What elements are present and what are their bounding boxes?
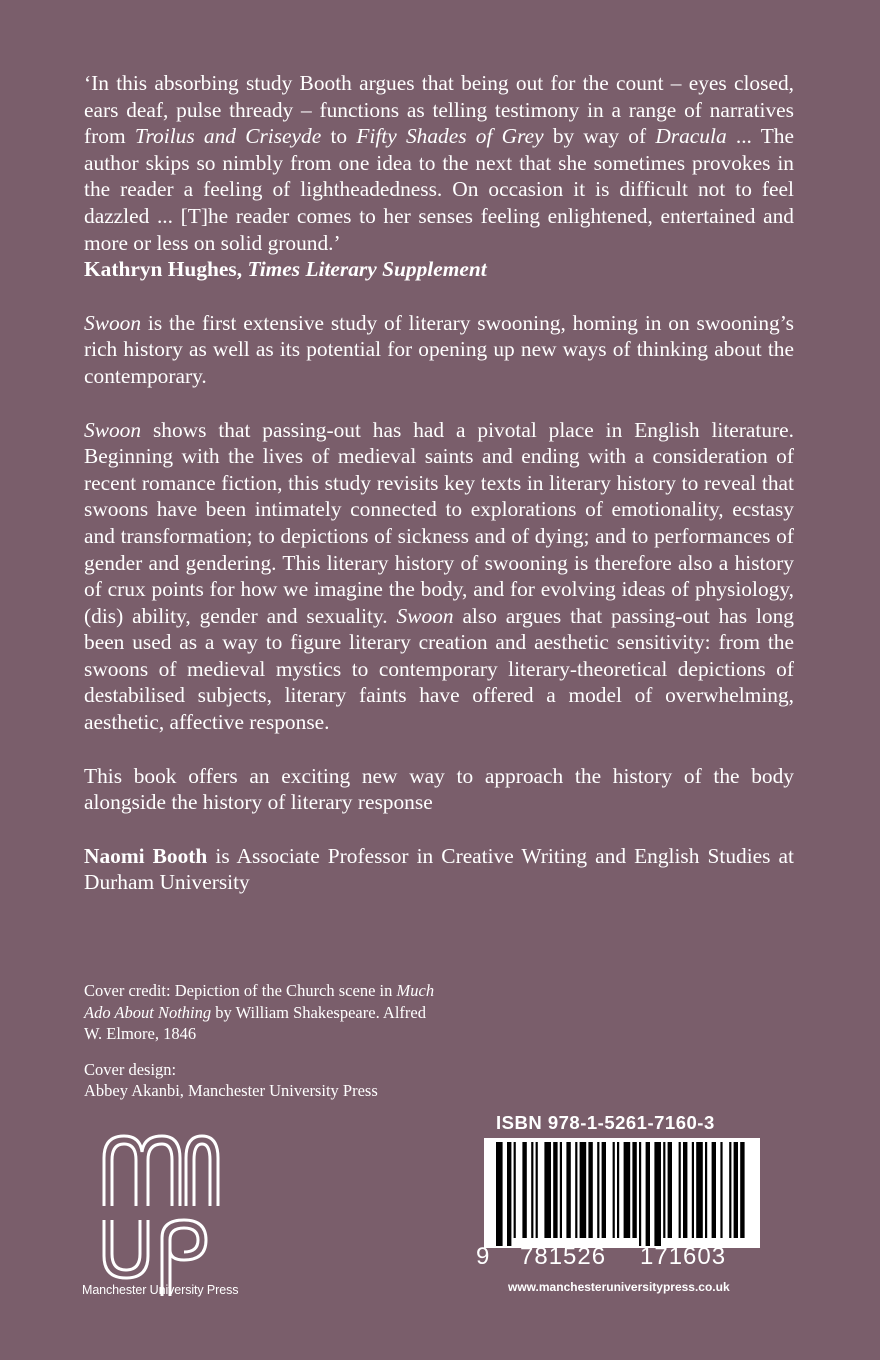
cover-design-value: Abbey Akanbi, Manchester University Press bbox=[84, 1081, 378, 1100]
barcode-digits-group-1: 781526 bbox=[520, 1243, 607, 1270]
barcode-bar bbox=[536, 1142, 538, 1238]
isbn-label: ISBN 978-1-5261-7160-3 bbox=[496, 1112, 715, 1133]
barcode-bar bbox=[720, 1142, 722, 1238]
barcode-bar bbox=[734, 1142, 738, 1238]
publisher-url: www.manchesteruniversitypress.co.uk bbox=[508, 1280, 730, 1294]
mup-logo-icon bbox=[82, 1128, 242, 1298]
barcode-bar bbox=[705, 1142, 707, 1238]
review-quote: ‘In this absorbing study Booth argues that being out for the count – eyes closed, ears deaf, pulse thready – functions as telling testimony in a range of narratives from Troilus and Criseyde to Fifty Shades of Grey by way of Dracula ... The author skips so nimbly from one idea to the next that she sometimes provokes in the reader a feeling of lightheadedness. On occasion it is difficult not to feel dazzled ... [T]he reader comes to her senses feeling enlightened, entertained and more or less on solid ground.’ bbox=[84, 71, 794, 255]
barcode-bar bbox=[531, 1142, 533, 1238]
author-bio: Naomi Booth is Associate Professor in Creative Writing and English Studies at Durham University bbox=[84, 843, 794, 895]
barcode-bar bbox=[544, 1142, 551, 1238]
barcode-bar bbox=[597, 1142, 599, 1238]
credits bbox=[84, 980, 444, 1102]
barcode-bar bbox=[588, 1142, 592, 1238]
barcode-bar bbox=[514, 1142, 516, 1238]
publisher-name: Manchester University Press bbox=[82, 1283, 239, 1297]
description-paragraph-3: This book offers an exciting new way to approach the history of the body alongside the history of literary response bbox=[84, 763, 794, 815]
barcode-bar bbox=[580, 1142, 587, 1238]
barcode-bar bbox=[560, 1142, 562, 1238]
barcode-bar bbox=[654, 1142, 661, 1246]
barcode-bar bbox=[692, 1142, 694, 1238]
barcode-bar bbox=[613, 1142, 615, 1238]
cover-design-label: Cover design: bbox=[84, 1059, 177, 1079]
barcode-bar bbox=[696, 1142, 703, 1238]
barcode-digit-first: 9 bbox=[476, 1243, 491, 1270]
barcode-bar bbox=[639, 1142, 641, 1246]
barcode bbox=[484, 1138, 760, 1248]
description-paragraph-1: Swoon is the first extensive study of literary swooning, homing in on swooning’s rich history as well as its potential for opening up new ways of thinking about the contemporary. bbox=[84, 310, 794, 388]
barcode-bar bbox=[679, 1142, 681, 1238]
review-attribution: Kathryn Hughes, Times Literary Supplement bbox=[84, 257, 487, 282]
barcode-bar bbox=[646, 1142, 650, 1246]
barcode-bar bbox=[668, 1142, 672, 1238]
barcode-bar bbox=[632, 1142, 636, 1238]
barcode-digits-group-2: 171603 bbox=[640, 1243, 727, 1270]
description-paragraph-2: Swoon shows that passing-out has had a pivotal place in English literature. Beginning with the lives of medieval saints and ending with a consideration of recent romance fiction, this study revisits key texts in literary history to reveal that swoons have been intimately connected to explorations of emotionality, ecstasy and transformation; to depictions of sickness and of dying; and to performances of gender and gendering. This literary history of swooning is therefore also a history of crux points for how we imagine the body, and for evolving ideas of physiology, (dis) ability, gender and sexuality. Swoon also argues that passing-out has long been used as a way to figure literary creation and aesthetic sensitivity: from the swoons of medieval mystics to contemporary literary-theoretical depictions of destabilised subjects, literary faints have offered a model of overwhelming, aesthetic, affective response. bbox=[84, 417, 794, 735]
barcode-bar bbox=[522, 1142, 526, 1238]
barcode-bar bbox=[617, 1142, 619, 1238]
barcode-bar bbox=[566, 1142, 570, 1238]
barcode-bar bbox=[507, 1142, 511, 1246]
back-cover-text bbox=[84, 70, 794, 896]
barcode-bar bbox=[496, 1142, 503, 1246]
barcode-bar bbox=[602, 1142, 606, 1238]
barcode-bar bbox=[729, 1142, 731, 1238]
barcode-bar bbox=[740, 1142, 744, 1238]
barcode-bar bbox=[712, 1142, 716, 1238]
barcode-bar bbox=[663, 1142, 665, 1238]
barcode-bar bbox=[624, 1142, 631, 1238]
cover-credit: Cover credit: Depiction of the Church scene in Much Ado About Nothing by William Shakespeare. Alfred W. Elmore, 1846 bbox=[84, 981, 435, 1043]
barcode-bar bbox=[683, 1142, 687, 1238]
barcode-bar bbox=[553, 1142, 557, 1238]
barcode-bar bbox=[575, 1142, 577, 1238]
